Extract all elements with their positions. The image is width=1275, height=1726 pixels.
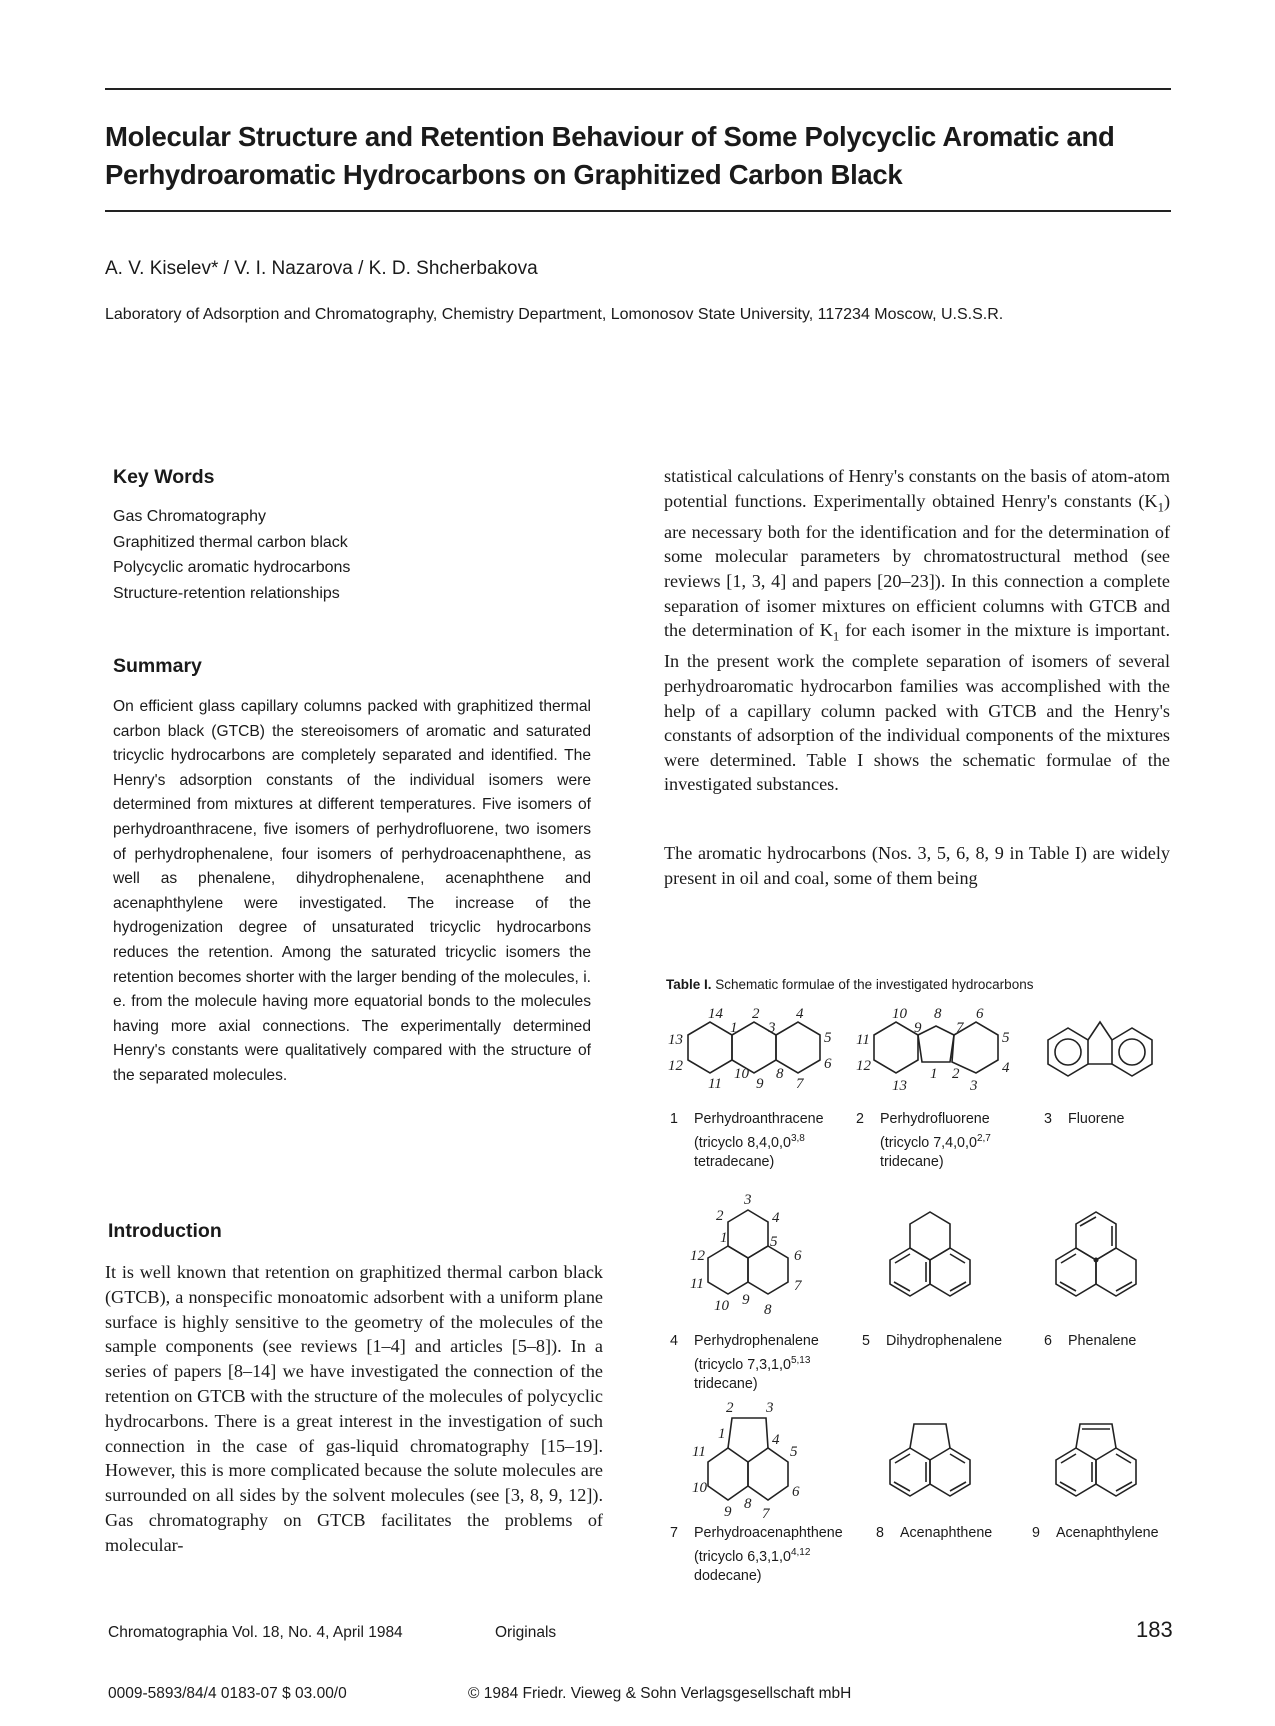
atom-label: 11 — [708, 1076, 722, 1092]
atom-label: 3 — [766, 1400, 774, 1416]
atom-label: 1 — [730, 1020, 738, 1036]
atom-label: 10 — [892, 1006, 907, 1022]
right-paragraph-1 — [664, 464, 1170, 797]
dihydrophenalene-structure — [880, 1206, 980, 1316]
summary-heading: Summary — [113, 655, 202, 677]
atom-label: 5 — [1002, 1030, 1010, 1046]
perhydroanthracene-structure — [668, 1006, 832, 1110]
perhydroacenaphthene-structure — [686, 1400, 816, 1524]
atom-label: 1 — [718, 1426, 726, 1442]
title-rule — [105, 210, 1171, 212]
atom-label: 5 — [770, 1234, 778, 1250]
superscript: 2,7 — [976, 1133, 991, 1144]
compound-name: Perhydroanthracene — [694, 1111, 824, 1127]
atom-label: 2 — [752, 1006, 760, 1022]
compound-label — [670, 1524, 870, 1584]
compound-name: Fluorene — [1068, 1111, 1125, 1127]
atom-label: 7 — [796, 1076, 804, 1092]
subscript: 1 — [832, 629, 840, 644]
authors: A. V. Kiselev* / V. I. Nazarova / K. D. Shcherbakova — [105, 258, 538, 279]
compound-number: 5 — [862, 1333, 870, 1349]
atom-label: 8 — [764, 1302, 772, 1318]
compound-number: 3 — [1044, 1111, 1052, 1127]
superscript: 3,8 — [790, 1133, 805, 1144]
atom-label: 7 — [762, 1506, 770, 1522]
compound-number: 7 — [670, 1525, 678, 1541]
atom-label: 7 — [956, 1020, 964, 1036]
atom-label: 4 — [796, 1006, 804, 1022]
atom-label: 12 — [668, 1058, 683, 1074]
footer-section: Originals — [495, 1624, 557, 1641]
compound-number: 9 — [1032, 1525, 1040, 1541]
atom-label: 10 — [714, 1298, 729, 1314]
table-caption — [666, 977, 1033, 992]
atom-label: 8 — [934, 1006, 942, 1022]
right-p1-part2: ) are necessary both for the identification and for the determination of some molecular parameters by chromatostructural method (see reviews [1, 3, 4] and papers [20–23]). In this connection a complete separation of isomer mixtures on efficient columns with GTCB and the determination of K — [664, 490, 1170, 641]
compound-number: 4 — [670, 1333, 678, 1349]
compound-systematic: (tricyclo 7,3,1,0 — [694, 1356, 791, 1373]
atom-label: 5 — [824, 1030, 832, 1046]
introduction-text: It is well known that retention on graphitized thermal carbon black (GTCB), a nonspecific monoatomic adsorbent with a uniform plane surface is highly sensitive to the geometry of the molecules of the sample components (see reviews [1–4] and articles [5–8]). In a series of papers [8–14] we have investigated the connection of the retention on GTCB with the structure of the molecules of polycyclic hydrocarbons. There is a great interest in the investigation of such connection in the case of gas-liquid chromatography [15–19]. However, this is more complicated because the solute molecules are surrounded on all sides by the solvent molecules (see [3, 8, 9, 12]). Gas chromatography on GTCB facilitates the problems of molecular- — [105, 1262, 603, 1555]
atom-label: 4 — [1002, 1060, 1010, 1076]
superscript: 5,13 — [790, 1355, 811, 1366]
superscript: 4,12 — [790, 1547, 811, 1558]
atom-label: 8 — [776, 1066, 784, 1082]
atom-label: 1 — [930, 1066, 938, 1082]
compound-systematic-end: tetradecane) — [694, 1153, 775, 1170]
compound-number: 2 — [856, 1111, 864, 1127]
compound-label — [1032, 1524, 1172, 1544]
atom-label: 9 — [756, 1076, 764, 1092]
right-p1-part1: statistical calculations of Henry's constants on the basis of atom-atom potential functions. Experimentally obtained Henry's constants (K — [664, 466, 1170, 511]
atom-label: 6 — [794, 1248, 802, 1264]
compound-systematic: (tricyclo 7,4,0,0 — [880, 1134, 977, 1151]
atom-label: 10 — [734, 1066, 749, 1082]
compound-label — [670, 1110, 870, 1170]
atom-label: 13 — [892, 1078, 907, 1094]
subscript: 1 — [1157, 500, 1164, 515]
atom-label: 6 — [792, 1484, 800, 1500]
compound-label — [862, 1332, 1042, 1352]
key-word-item: Structure-retention relationships — [113, 584, 340, 602]
acenaphthene-structure — [880, 1410, 980, 1510]
atom-label: 3 — [970, 1078, 978, 1094]
atom-label: 4 — [772, 1210, 780, 1226]
atom-label: 9 — [742, 1292, 750, 1308]
atom-label: 12 — [856, 1058, 871, 1074]
atom-label: 14 — [708, 1006, 723, 1022]
atom-label: 9 — [914, 1020, 922, 1036]
paper-title: Molecular Structure and Retention Behaviour of Some Polycyclic Aromatic and Perhydroaromatic Hydrocarbons on Graphitized Carbon Black — [105, 121, 1115, 190]
footer-copyright: © 1984 Friedr. Vieweg & Sohn Verlagsgesellschaft mbH — [468, 1685, 852, 1702]
compound-text — [694, 1110, 824, 1172]
atom-label: 4 — [772, 1432, 780, 1448]
atom-label: 5 — [790, 1444, 798, 1460]
atom-label: 3 — [744, 1192, 752, 1208]
atom-label: 9 — [724, 1504, 732, 1520]
compound-name: Phenalene — [1068, 1333, 1137, 1349]
key-words-heading: Key Words — [113, 466, 215, 488]
radical-dot — [1094, 1258, 1099, 1263]
compound-name: Acenaphthene — [900, 1525, 993, 1541]
table-caption-text: Schematic formulae of the investigated hydrocarbons — [715, 977, 1034, 992]
footer-code: 0009-5893/84/4 0183-07 $ 03.00/0 — [108, 1685, 347, 1702]
page-number: 183 — [1136, 1617, 1173, 1642]
compound-name: Perhydrophenalene — [694, 1333, 819, 1349]
compound-systematic: (tricyclo 8,4,0,0 — [694, 1134, 791, 1151]
atom-label: 3 — [768, 1020, 776, 1036]
atom-label: 2 — [726, 1400, 734, 1416]
atom-label: 1 — [720, 1230, 728, 1246]
key-word-item: Graphitized thermal carbon black — [113, 533, 348, 551]
key-words-list — [113, 504, 350, 606]
compound-name: Perhydrofluorene — [880, 1111, 990, 1127]
atom-label: 7 — [794, 1278, 802, 1294]
compound-label — [670, 1332, 870, 1392]
perhydrofluorene-structure — [856, 1006, 1016, 1110]
atom-label: 13 — [668, 1032, 683, 1048]
phenalene-structure — [1046, 1206, 1146, 1316]
compound-name: Dihydrophenalene — [886, 1333, 1003, 1349]
compound-systematic: (tricyclo 6,3,1,0 — [694, 1548, 791, 1565]
compound-text — [880, 1110, 991, 1172]
atom-label: 6 — [976, 1006, 984, 1022]
footer-journal: Chromatographia Vol. 18, No. 4, April 1984 — [108, 1624, 403, 1641]
top-rule — [105, 88, 1171, 90]
compound-text — [694, 1524, 843, 1586]
right-p1-part3: for each isomer in the mixture is important. In the present work the complete separation of isomers of several perhydroaromatic hydrocarbon families was accomplished with the help of a capillary column packed with GTCB and the Henry's constants of adsorption of the individual components of the mixtures were determined. Table I shows the schematic formulae of the investigated substances. — [664, 620, 1170, 795]
key-word-item: Gas Chromatography — [113, 508, 266, 525]
table-caption-label: Table I. — [666, 977, 712, 992]
atom-label: 10 — [692, 1480, 707, 1496]
atom-label: 12 — [690, 1248, 705, 1264]
compound-text — [694, 1332, 819, 1394]
compound-label — [856, 1110, 1036, 1170]
summary-text: On efficient glass capillary columns packed with graphitized thermal carbon black (GTCB) the stereoisomers of aromatic and saturated tricyclic hydrocarbons are completely separated and identified. The Henry's adsorption constants of the individual isomers were determined from mixtures at different temperatures. Five isomers of perhydroanthracene, five isomers of perhydrofluorene, two isomers of perhydrophenalene, four isomers of perhydroacenaphthene, as well as phenalene, dihydrophenalene, acenaphthene and acenaphthylene were investigated. The increase of the hydrogenization degree of unsaturated tricyclic hydrocarbons reduces the retention. Among the saturated tricyclic isomers the retention becomes shorter with the larger bending of the molecules, i. e. from the molecule having more equatorial bonds to the molecules having more axial connections. The experimentally determined Henry's constants were qualitatively compared with the structure of the separated molecules. — [113, 698, 591, 1084]
atom-label: 11 — [856, 1032, 870, 1048]
affiliation: Laboratory of Adsorption and Chromatography, Chemistry Department, Lomonosov State University, 117234 Moscow, U.S.S.R. — [105, 306, 1004, 323]
key-word-item: Polycyclic aromatic hydrocarbons — [113, 559, 351, 576]
compound-name: Perhydroacenaphthene — [694, 1525, 843, 1541]
atom-label: 2 — [716, 1208, 724, 1224]
introduction-heading: Introduction — [108, 1220, 222, 1242]
compound-number: 8 — [876, 1525, 884, 1541]
compound-systematic-end: dodecane) — [694, 1567, 762, 1584]
right-paragraph-2: The aromatic hydrocarbons (Nos. 3, 5, 6, 8, 9 in Table I) are widely present in oil and coal, some of them being — [664, 843, 1170, 888]
compound-label — [1044, 1332, 1164, 1352]
compound-systematic-end: tridecane) — [694, 1375, 758, 1392]
acenaphthylene-structure — [1046, 1410, 1146, 1510]
perhydrophenalene-structure — [686, 1194, 816, 1324]
compound-number: 6 — [1044, 1333, 1052, 1349]
atom-label: 11 — [690, 1276, 704, 1292]
atom-label: 11 — [692, 1444, 706, 1460]
fluorene-structure — [1040, 1010, 1160, 1090]
compound-systematic-end: tridecane) — [880, 1153, 944, 1170]
atom-label: 2 — [952, 1066, 960, 1082]
atom-label: 6 — [824, 1056, 832, 1072]
compound-label — [876, 1524, 1016, 1544]
compound-label — [1044, 1110, 1164, 1130]
compound-number: 1 — [670, 1111, 678, 1127]
atom-label: 8 — [744, 1496, 752, 1512]
compound-name: Acenaphthylene — [1056, 1525, 1159, 1541]
